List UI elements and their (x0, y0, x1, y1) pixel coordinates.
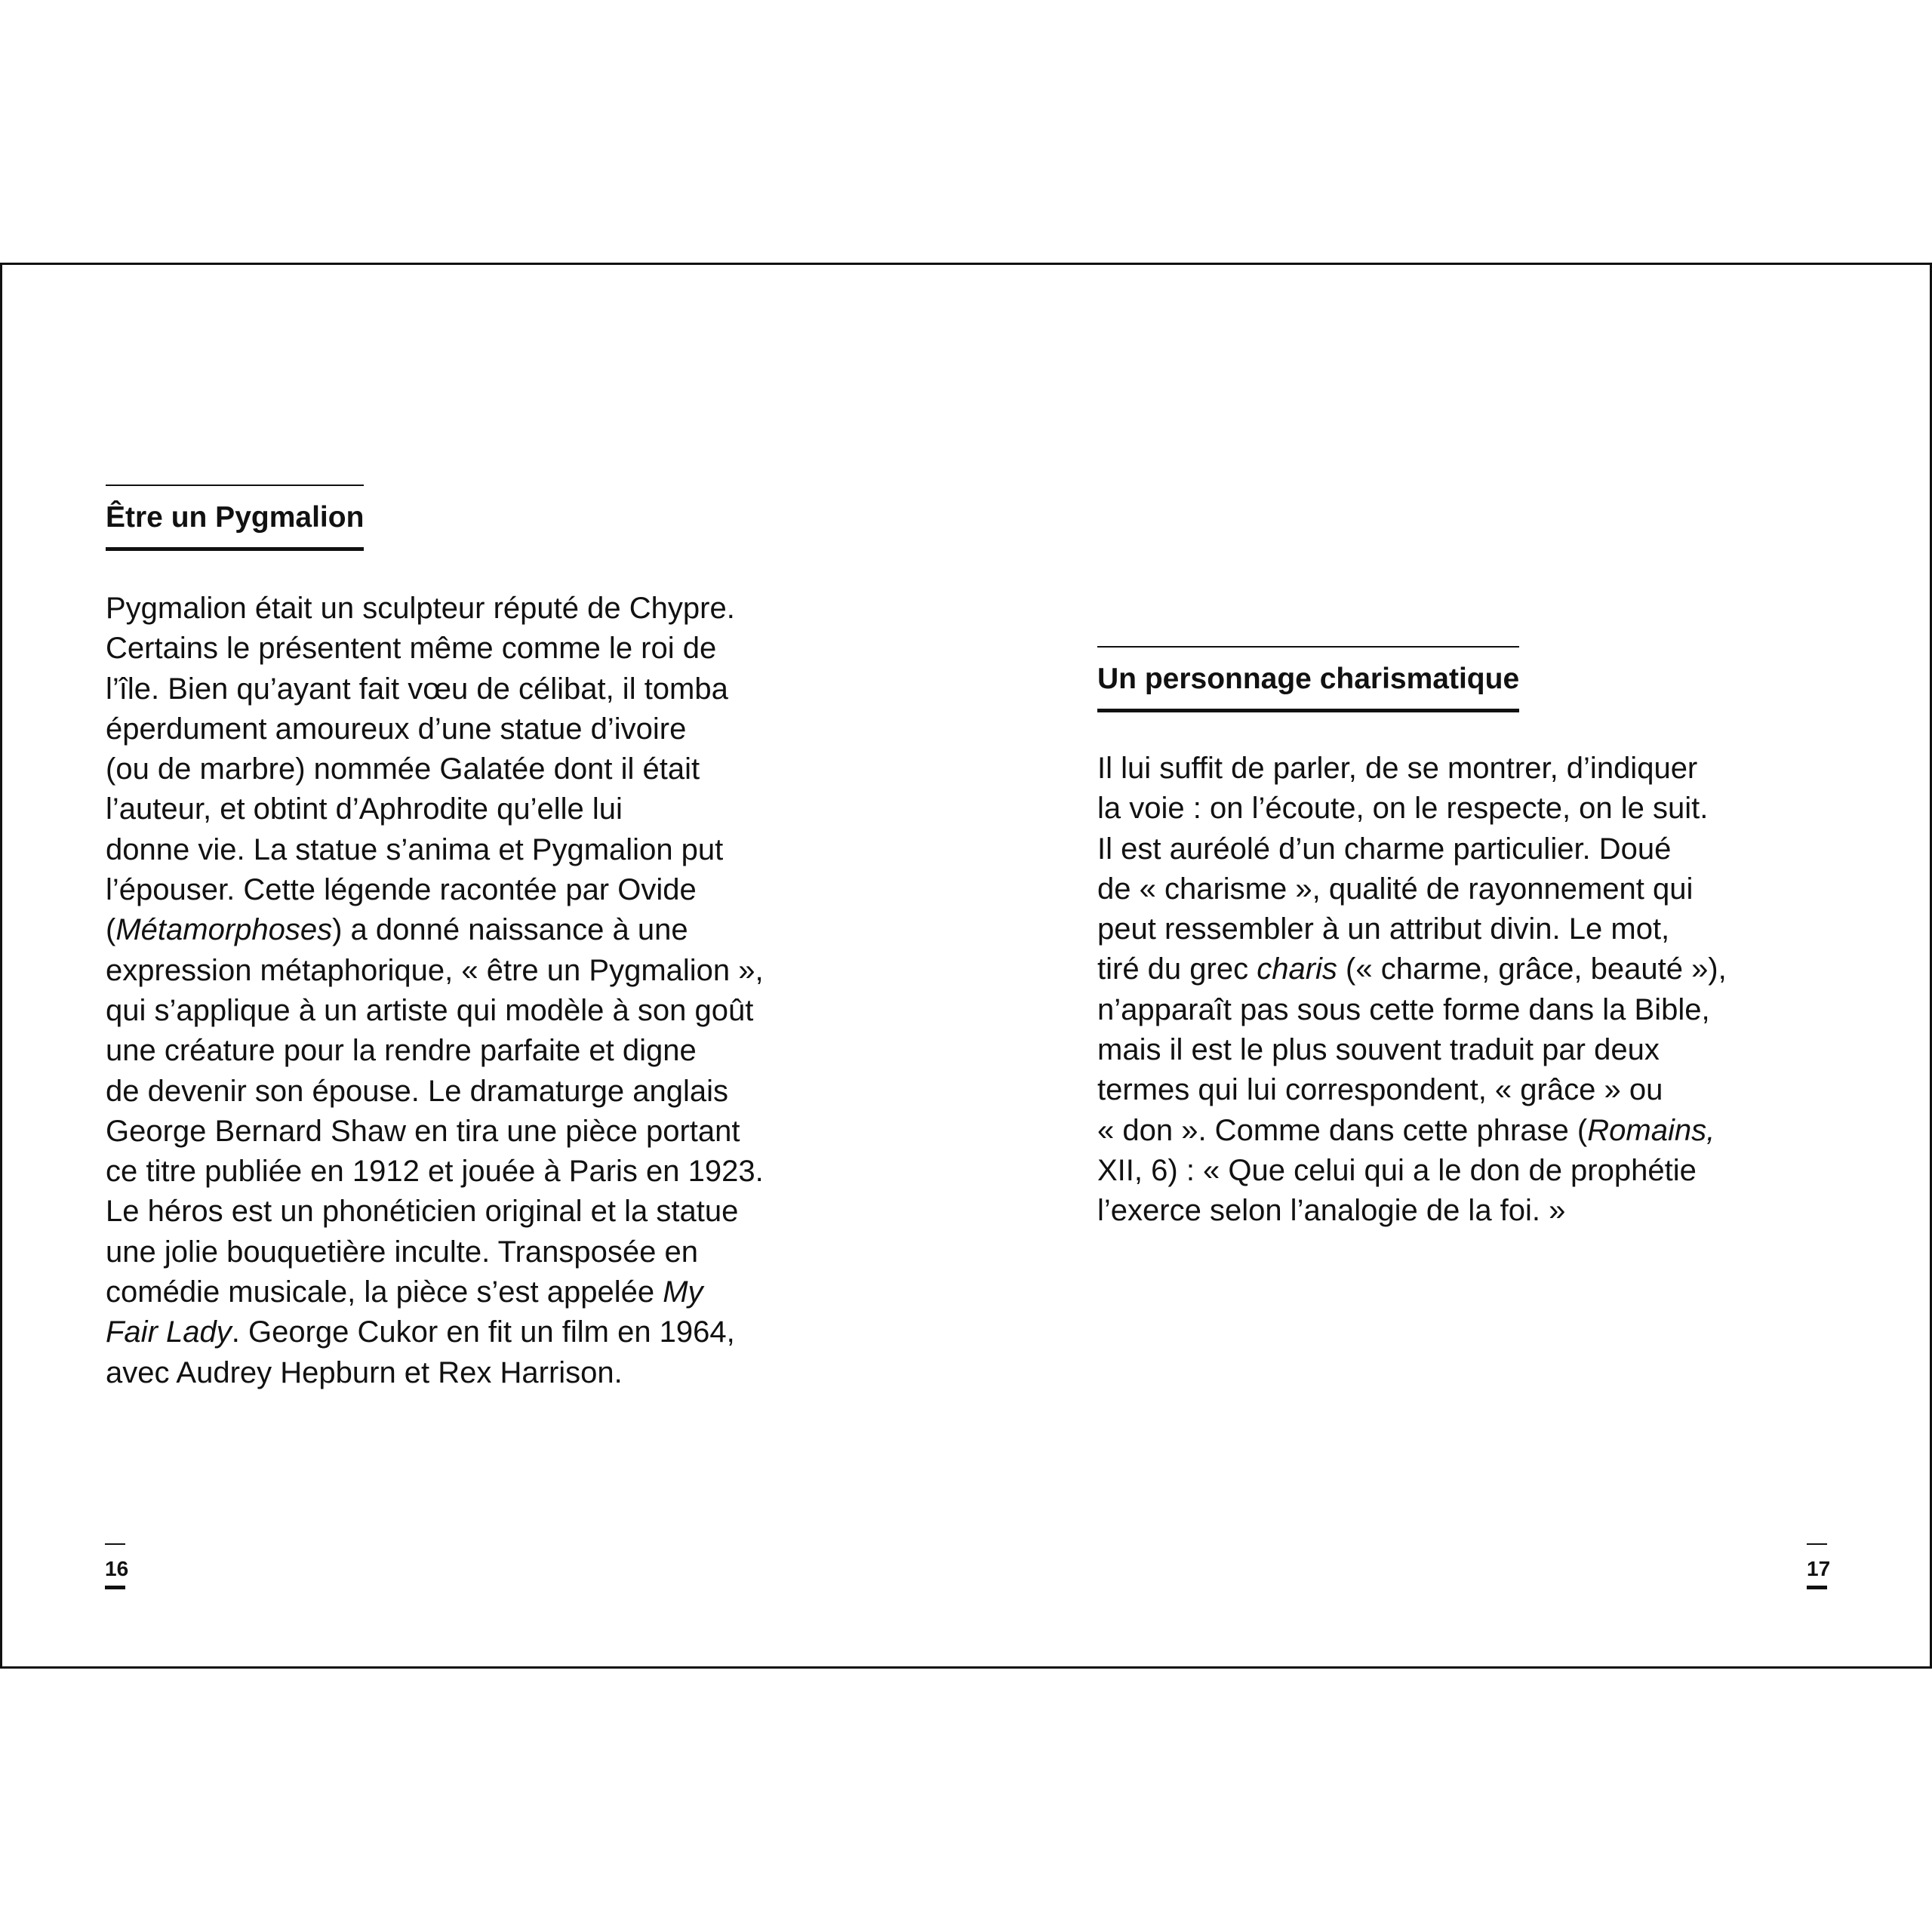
text-line (1097, 829, 1777, 869)
text-line (106, 1112, 808, 1152)
text-line (106, 830, 808, 870)
text-run: (« charme, grâce, beauté »), (1337, 952, 1727, 986)
text-line (106, 629, 808, 669)
right-page-body (1097, 749, 1777, 1232)
text-run: ce titre publiée en 1912 et jouée à Paris en 1923. (106, 1155, 764, 1189)
right-page-heading: Un personnage charismatique (1097, 646, 1519, 712)
text-run: termes qui lui correspondent, « grâce » ou (1097, 1073, 1663, 1107)
text-run: de « charisme », qualité de rayonnement qui (1097, 872, 1694, 906)
italic-text: My (663, 1275, 703, 1309)
text-line (1097, 909, 1777, 949)
text-line (106, 1192, 808, 1232)
text-run: expression métaphorique, « être un Pygmalion », (106, 953, 764, 987)
text-run: Pygmalion était un sculpteur réputé de Chypre. (106, 592, 735, 625)
text-run: XII, 6) : « Que celui qui a le don de prophétie (1097, 1153, 1697, 1187)
text-line (106, 709, 808, 749)
text-line (106, 1353, 808, 1393)
text-run: qui s’applique à un artiste qui modèle à son goût (106, 993, 754, 1027)
page-number-16: 16 (105, 1558, 125, 1589)
text-line (106, 1232, 808, 1272)
text-run: une créature pour la rendre parfaite et digne (106, 1034, 697, 1068)
text-run: l’épouser. Cette légende racontée par Ovide (106, 873, 697, 907)
text-run: ) a donné naissance à une (332, 913, 688, 947)
text-run: ( (106, 913, 116, 947)
text-line (106, 910, 808, 950)
text-line (106, 669, 808, 709)
italic-text: Fair Lady (106, 1315, 232, 1349)
text-run: (ou de marbre) nommée Galatée dont il était (106, 752, 700, 786)
text-line (106, 749, 808, 789)
text-line (106, 870, 808, 910)
text-line (1097, 990, 1777, 1030)
text-run: donne vie. La statue s’anima et Pygmalion put (106, 832, 724, 866)
right-page-section (1097, 646, 1777, 1232)
text-run: une jolie bouquetière inculte. Transposée en (106, 1235, 698, 1269)
text-run: Il est auréolé d’un charme particulier. Doué (1097, 832, 1672, 866)
text-run: avec Audrey Hepburn et Rex Harrison. (106, 1355, 623, 1389)
text-run: Le héros est un phonéticien original et la statue (106, 1195, 739, 1229)
text-line (106, 589, 808, 629)
folio-tick (1807, 1543, 1827, 1545)
text-line (106, 951, 808, 991)
text-line (106, 1152, 808, 1192)
italic-text: Romains, (1587, 1113, 1715, 1147)
text-run: « don ». Comme dans cette phrase ( (1097, 1113, 1588, 1147)
text-line (106, 1272, 808, 1312)
text-run: l’auteur, et obtint d’Aphrodite qu’elle lui (106, 792, 623, 826)
text-run: comédie musicale, la pièce s’est appelée (106, 1275, 663, 1309)
text-run: l’exerce selon l’analogie de la foi. » (1097, 1194, 1566, 1228)
page-number-17: 17 (1807, 1558, 1827, 1589)
text-line (1097, 1191, 1777, 1231)
text-line (106, 1072, 808, 1112)
text-line (106, 789, 808, 829)
text-run: . George Cukor en fit un film en 1964, (231, 1315, 735, 1349)
folio-tick (105, 1543, 125, 1545)
text-line (106, 1312, 808, 1352)
text-run: la voie : on l’écoute, on le respecte, on le suit. (1097, 792, 1709, 826)
text-run: Certains le présentent même comme le roi de (106, 632, 717, 666)
text-line (1097, 789, 1777, 829)
right-page-number (1807, 1543, 1831, 1589)
text-run: éperdument amoureux d’une statue d’ivoire (106, 712, 687, 746)
left-page-heading: Être un Pygmalion (106, 485, 364, 551)
text-run: l’île. Bien qu’ayant fait vœu de célibat, il tomba (106, 672, 728, 706)
text-run: peut ressembler à un attribut divin. Le mot, (1097, 912, 1670, 946)
text-run: de devenir son épouse. Le dramaturge anglais (106, 1074, 728, 1108)
text-line (106, 991, 808, 1031)
italic-text: charis (1257, 952, 1337, 986)
text-line (106, 1031, 808, 1071)
text-line (1097, 1030, 1777, 1070)
text-run: n’apparaît pas sous cette forme dans la Bible, (1097, 992, 1710, 1026)
text-line (1097, 949, 1777, 989)
text-line (1097, 1151, 1777, 1191)
text-run: Il lui suffit de parler, de se montrer, d’indiquer (1097, 752, 1698, 785)
text-line (1097, 1111, 1777, 1151)
left-page-body (106, 589, 808, 1393)
text-run: George Bernard Shaw en tira une pièce portant (106, 1114, 740, 1148)
left-page-section (106, 485, 808, 1393)
text-run: tiré du grec (1097, 952, 1257, 986)
text-line (1097, 749, 1777, 789)
left-page-number (105, 1543, 129, 1589)
text-run: mais il est le plus souvent traduit par deux (1097, 1033, 1660, 1067)
italic-text: Métamorphoses (115, 913, 333, 947)
text-line (1097, 869, 1777, 909)
text-line (1097, 1070, 1777, 1110)
